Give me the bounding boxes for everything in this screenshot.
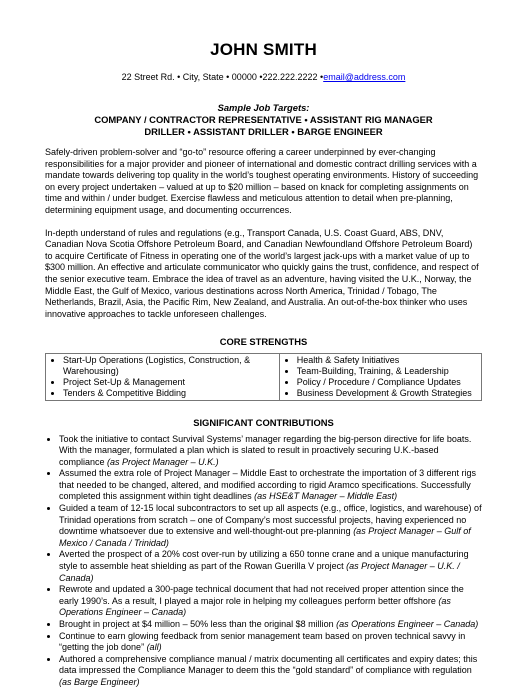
candidate-name: JOHN SMITH <box>210 40 317 59</box>
contribution-text: Assumed the extra role of Project Manager – Middle East to orchestrate the importation of 3 different rigs that needed to be changed, altered, and modified according to rigid Aramco specifications. Successfully completed this assignment within tight deadlines <box>59 468 477 502</box>
contribution-item <box>59 654 482 689</box>
contact-line <box>45 72 482 82</box>
contribution-role: (as HSE&T Manager – Middle East) <box>254 491 398 502</box>
contribution-text: Rewrote and updated a 300-page technical document that had not received proper attention since the early 1990’s. As a result, I played a major role in helping my colleagues perform better offshore <box>59 584 464 606</box>
contribution-text: Averted the prospect of a 20% cost over-run by utilizing a 650 tonne crane and a unique manufacturing style to assemble heat shielding as part of the Rowan Guerilla V project <box>59 549 469 572</box>
job-targets <box>45 102 482 138</box>
job-targets-line-1: COMPANY / CONTRACTOR REPRESENTATIVE • ASSISTANT RIG MANAGER <box>94 114 433 125</box>
contribution-text: Continue to earn glowing feedback from senior management team based on proven technical savvy in “getting the job done” <box>59 630 466 653</box>
contribution-item <box>59 619 482 631</box>
contribution-item <box>59 468 482 503</box>
core-strengths-title: CORE STRENGTHS <box>219 336 308 348</box>
contribution-text: Took the initiative to contact Survival Systems’ manager regarding the big-person directive for life boats. With the manager, formulated a plan which is slated to result in proactively securing U.K.-based compliance <box>59 433 472 467</box>
summary-paragraph-1: Safely-driven problem-solver and “go-to” resource offering a career underpinned by ever-changing responsibilities for a major provider and pioneer of international and domestic contract drilling services with a mandate towards delivering top quality in the world’s toughest operating environments. History of succeeding on every project undertaken – valued at up to $20 million – based on knack for completing assignments on time and within / under budget. Exercise flawless and meticulous attention to detail when pre-planning, determining equipment usage, and documenting occurrences. <box>45 147 479 215</box>
contribution-item <box>59 503 482 549</box>
contribution-role: (as Project Manager – Gulf of Mexico / Canada / Trinidad) <box>59 526 471 548</box>
job-targets-line-2: DRILLER • ASSISTANT DRILLER • BARGE ENGINEER <box>144 126 383 137</box>
strength-item: • Tenders & Competitive Bidding <box>63 388 276 399</box>
contribution-role: (as Operations Engineer – Canada) <box>59 595 451 618</box>
summary-paragraph-2: In-depth understand of rules and regulations (e.g., Transport Canada, U.S. Coast Guard, ABS, DNV, Canadian Nova Scotia Offshore Petroleum Board, and Canadian Newfoundland Offshore Petroleum Board) to acquire Certificate of Fitness in operating one of the world’s largest jack-ups with a market value of up to $300 million. An effective and articulate communicator who quickly gains the trust, confidence, and respect of the senior executive team. Embrace the idea of travel as an adventure, having visited the U.K., Norway, the Middle East, the Gulf of Mexico, various destinations across North America, Trinidad / Tobago, The Netherlands, Brazil, Asia, the Pacific Rim, New Zealand, and Australia. An out-of-the-box thinker who uses innovative approaches to tackle unforeseen challenges. <box>45 227 479 319</box>
contributions-title: SIGNIFICANT CONTRIBUTIONS <box>193 416 334 428</box>
core-strengths-table <box>45 353 482 400</box>
strength-item: • Policy / Procedure / Compliance Updates <box>297 377 478 388</box>
contribution-item <box>59 631 482 654</box>
contribution-role: (as Barge Engineer) <box>59 676 140 687</box>
contribution-role: (as Project Manager – U.K. / Canada) <box>59 561 460 583</box>
contribution-item <box>59 549 482 584</box>
strengths-left-column <box>46 354 280 400</box>
contribution-item <box>59 434 482 469</box>
email-link[interactable]: email@address.com <box>323 72 406 82</box>
contribution-text: Brought in project at $4 million – 50% less than the original $8 million <box>59 619 337 629</box>
strength-item: • Start-Up Operations (Logistics, Construction, & Warehousing) <box>63 355 276 377</box>
contribution-text: Guided a team of 12-15 local subcontractors to set up all aspects (e.g., office, logistics, and warehouse) of Trinidad operations from scratch – one of Company’s most successful projects, having experienced no downtime whatsoever due to extensive and well-thought-out pre-planning <box>59 503 482 537</box>
resume-page <box>45 0 482 689</box>
contribution-role: (as Project Manager – U.K.) <box>107 456 219 467</box>
strength-item: • Team-Building, Training, & Leadership <box>297 366 478 377</box>
contributions-list <box>45 434 482 689</box>
contribution-item <box>59 584 482 619</box>
strengths-right-column <box>279 354 481 400</box>
strength-item: • Business Development & Growth Strategies <box>297 388 478 399</box>
contact-details: 22 Street Rd. • City, State • 00000 •222.222.2222 • <box>121 72 324 82</box>
strength-item: • Project Set-Up & Management <box>63 377 276 388</box>
contribution-role: (as Operations Engineer – Canada) <box>336 619 479 629</box>
strength-item: • Health & Safety Initiatives <box>297 355 478 366</box>
contribution-role: (all) <box>146 642 162 653</box>
contribution-text: Authored a comprehensive compliance manual / matrix documenting all certificates and expiry dates; this data impressed the Compliance Manager to deem this the “gold standard” of compliance with regulation <box>59 653 478 676</box>
job-targets-lead: Sample Job Targets: <box>217 102 310 113</box>
